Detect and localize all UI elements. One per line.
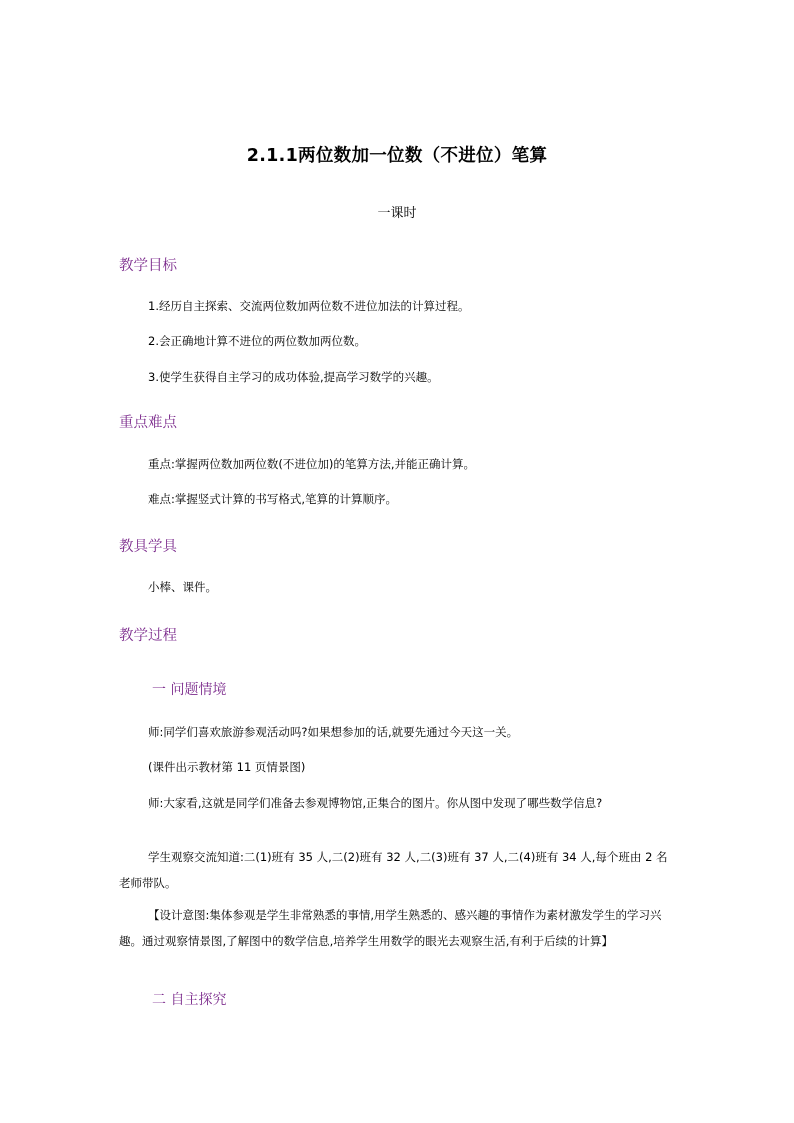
key-point-difficulty: 难点:掌握竖式计算的书写格式,笔算的计算顺序。 [148, 492, 398, 506]
page-title: 2.1.1两位数加一位数（不进位）笔算 [246, 146, 548, 166]
section-heading-process: 教学过程 [119, 628, 177, 644]
lesson-duration: 一课时 [377, 206, 417, 221]
paragraph-teacher-question: 师:大家看,这就是同学们准备去参观博物馆,正集合的图片。你从图中发现了哪些数学信息? [148, 796, 603, 810]
key-point-focus: 重点:掌握两位数加两位数(不进位加)的笔算方法,并能正确计算。 [148, 457, 475, 471]
paragraph-courseware-note: (课件出示教材第 11 页情景图) [148, 760, 306, 774]
goal-item-3: 3.使学生获得自主学习的成功体验,提高学习数学的兴趣。 [148, 370, 439, 384]
section-heading-key-points: 重点难点 [119, 415, 177, 431]
subsection-heading-self-exploration: 二 自主探究 [152, 992, 227, 1008]
section-heading-tools: 教具学具 [119, 539, 177, 555]
goal-item-2: 2.会正确地计算不进位的两位数加两位数。 [148, 334, 366, 348]
section-heading-goals: 教学目标 [119, 258, 177, 274]
goal-item-1: 1.经历自主探索、交流两位数加两位数不进位加法的计算过程。 [148, 299, 470, 313]
tools-text: 小棒、课件。 [148, 580, 217, 594]
paragraph-student-observation: 学生观察交流知道:二(1)班有 35 人,二(2)班有 32 人,二(3)班有 37 人,二(4)班有 34 人,每个班由 2 名老师带队。 [119, 850, 668, 890]
subsection-heading-problem-situation: 一 问题情境 [152, 682, 227, 698]
paragraph-design-intent: 【设计意图:集体参观是学生非常熟悉的事情,用学生熟悉的、感兴趣的事情作为素材激发学生的学习兴趣。通过观察情景图,了解图中的数学信息,培养学生用数学的眼光去观察生活,有利于后续的计算】 [119, 908, 662, 948]
paragraph-teacher-intro: 师:同学们喜欢旅游参观活动吗?如果想参加的话,就要先通过今天这一关。 [148, 725, 519, 739]
